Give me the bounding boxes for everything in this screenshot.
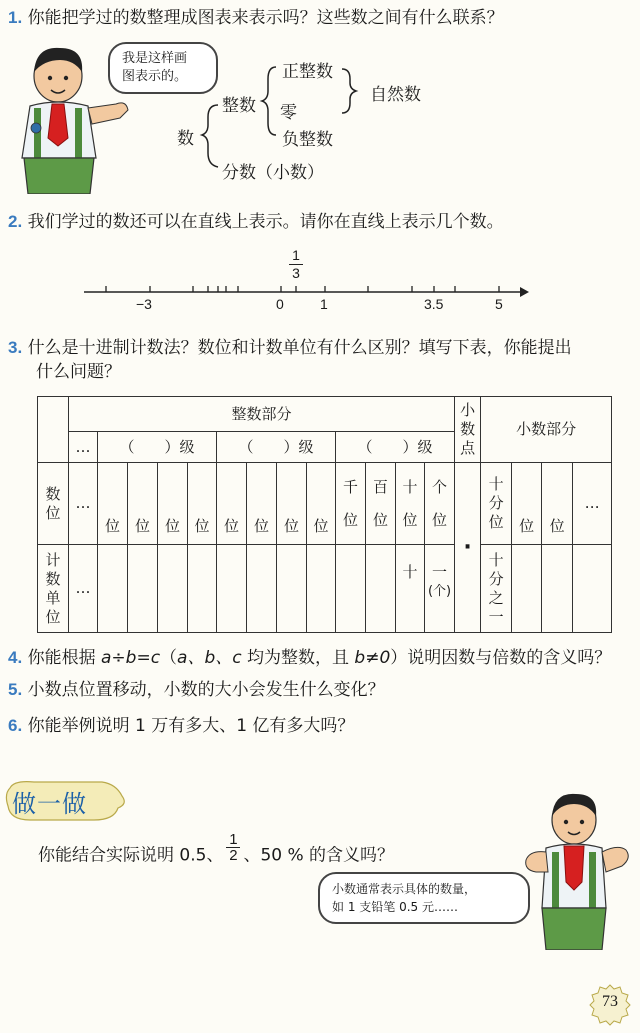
- fraction-one-third: [289, 248, 303, 281]
- question-number: 3.: [8, 338, 23, 357]
- ellipsis-cell: …: [573, 463, 612, 545]
- tree-fraction: 分数（小数）: [222, 163, 324, 183]
- question-text: 你能根据: [27, 648, 101, 668]
- digit-cell-bai: 百 位: [366, 463, 396, 545]
- unit-cell: [188, 545, 217, 633]
- question-number: 1.: [8, 8, 23, 27]
- ellipsis-cell: …: [69, 432, 98, 463]
- digit-cell: 位: [307, 463, 336, 545]
- place-value-table: [37, 396, 612, 633]
- label-three-half: 3.5: [424, 296, 444, 312]
- row-header-digit: 数 位: [38, 463, 69, 545]
- question-5: [8, 678, 385, 702]
- bubble-line: 如 1 支铅笔 0.5 元……: [332, 900, 458, 914]
- unit-cell-shi: 十: [396, 545, 425, 633]
- ellipsis-cell: …: [69, 463, 98, 545]
- digit-cell-qian: 千 位: [336, 463, 366, 545]
- digit-cell: 位: [512, 463, 542, 545]
- question-number: 6.: [8, 716, 23, 735]
- unit-cell-ge: 一 (个): [425, 545, 455, 633]
- decimal-part-header: 小数部分: [481, 397, 612, 463]
- question-text: 什么是十进制计数法？数位和计数单位有什么区别？填写下表，你能提出: [27, 338, 572, 358]
- page-number: 73: [602, 993, 618, 1010]
- digit-cell: 位: [188, 463, 217, 545]
- decimal-point-cell: ·: [455, 463, 481, 633]
- unit-cell: [247, 545, 277, 633]
- tree-positive: 正整数: [282, 62, 333, 82]
- question-2: [8, 210, 504, 234]
- boy-illustration: [522, 786, 634, 950]
- bubble-line: 小数通常表示具体的数量，: [332, 882, 477, 896]
- speech-bubble: [318, 872, 530, 924]
- integer-part-header: 整数部分: [69, 397, 455, 432]
- question-number: 4.: [8, 648, 23, 667]
- digit-cell: 位: [158, 463, 188, 545]
- corner-cell: [38, 397, 69, 463]
- bubble-line: 图表示的。: [122, 69, 188, 84]
- fraction-numerator: 1: [292, 247, 300, 263]
- tree-integer: 整数: [222, 96, 256, 116]
- label-neg3: −3: [136, 296, 152, 312]
- question-1: [8, 6, 504, 30]
- ellipsis-cell: …: [69, 545, 98, 633]
- activity-text: [38, 831, 395, 871]
- fraction-one-half: $\frac{1}{2}$: [226, 832, 240, 863]
- decimal-point-header: 小 数 点: [455, 397, 481, 463]
- question-number: 5.: [8, 680, 23, 699]
- question-number: 2.: [8, 212, 23, 231]
- tree-root: 数: [177, 129, 194, 149]
- level-cell: （ ）级: [217, 432, 336, 463]
- unit-cell: [217, 545, 247, 633]
- unit-cell: [512, 545, 542, 633]
- fraction-denominator: 3: [292, 265, 300, 281]
- digit-cell-shi: 十 位: [396, 463, 425, 545]
- question-text: 我们学过的数还可以在直线上表示。请你在直线上表示几个数。: [27, 212, 504, 232]
- digit-cell: 位: [542, 463, 573, 545]
- activity-text-suffix: 、50 % 的含义吗？: [243, 845, 395, 866]
- label-one: 1: [320, 296, 328, 312]
- question-text: 你能举例说明 1 万有多大、1 亿有多大吗？: [27, 716, 355, 736]
- unit-cell: [128, 545, 158, 633]
- unit-cell: [158, 545, 188, 633]
- digit-cell: 位: [277, 463, 307, 545]
- level-cell: （ ）级: [336, 432, 455, 463]
- activity-title: 做一做: [12, 790, 87, 818]
- unit-cell: [277, 545, 307, 633]
- variables: a、b、c: [177, 648, 242, 668]
- digit-cell-ge: 个 位: [425, 463, 455, 545]
- activity-text-prefix: 你能结合实际说明 0.5、: [38, 845, 224, 866]
- label-five: 5: [495, 296, 503, 312]
- digit-cell: 位: [98, 463, 128, 545]
- question-text: 均为整数，且: [241, 648, 355, 668]
- digit-cell: 位: [128, 463, 158, 545]
- bubble-line: 我是这样画: [122, 51, 188, 66]
- question-text: ）说明因数与倍数的含义吗？: [390, 648, 612, 668]
- unit-cell: [98, 545, 128, 633]
- unit-cell: [542, 545, 573, 633]
- tree-negative: 负整数: [282, 130, 333, 150]
- question-text: 你能把学过的数整理成图表来表示吗？这些数之间有什么联系？: [27, 8, 504, 28]
- unit-cell: [573, 545, 612, 633]
- question-3: [8, 336, 633, 384]
- question-text: 小数点位置移动，小数的大小会发生什么变化？: [27, 680, 385, 700]
- level-cell: （ ）级: [98, 432, 217, 463]
- digit-cell: 位: [217, 463, 247, 545]
- digit-cell-tenth: 十 分 位: [481, 463, 512, 545]
- tree-natural: 自然数: [370, 85, 421, 105]
- unit-cell: [366, 545, 396, 633]
- formula: a÷b=c: [101, 648, 161, 668]
- unit-cell: [307, 545, 336, 633]
- digit-cell: 位: [247, 463, 277, 545]
- tree-zero: 零: [280, 103, 297, 123]
- question-text-cont: 什么问题？: [36, 362, 121, 382]
- row-header-unit: 计 数 单 位: [38, 545, 69, 633]
- question-4: [8, 646, 611, 670]
- unit-cell-tenth: 十 分 之 一: [481, 545, 512, 633]
- label-zero: 0: [276, 296, 284, 312]
- unit-cell: [336, 545, 366, 633]
- question-6: [8, 714, 354, 738]
- question-text: （: [160, 648, 178, 668]
- condition: b≠0: [354, 648, 391, 668]
